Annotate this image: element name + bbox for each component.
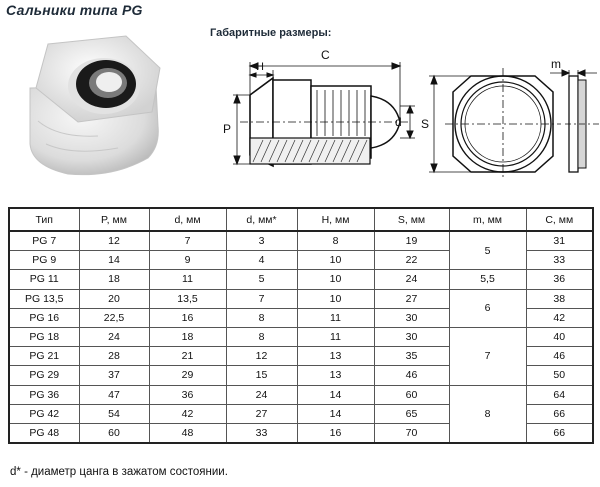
cell-h: 10: [297, 251, 374, 270]
cell-p: 37: [79, 366, 149, 385]
cell-h: 11: [297, 308, 374, 327]
cell-type: PG 21: [9, 347, 79, 366]
cell-p: 54: [79, 404, 149, 423]
cell-type: PG 16: [9, 308, 79, 327]
cell-c: 42: [526, 308, 593, 327]
cell-type: PG 13,5: [9, 289, 79, 308]
col-header-h: H, мм: [297, 208, 374, 231]
cell-p: 47: [79, 385, 149, 404]
cell-s: 22: [374, 251, 449, 270]
cell-type: PG 11: [9, 270, 79, 289]
cell-type: PG 42: [9, 404, 79, 423]
cell-s: 46: [374, 366, 449, 385]
cell-h: 10: [297, 289, 374, 308]
cell-h: 14: [297, 385, 374, 404]
cell-d: 13,5: [149, 289, 226, 308]
cell-p: 24: [79, 327, 149, 346]
cell-c: 66: [526, 404, 593, 423]
cell-type: PG 9: [9, 251, 79, 270]
cell-d: 21: [149, 347, 226, 366]
cell-c: 31: [526, 231, 593, 251]
cell-c: 36: [526, 270, 593, 289]
cable-gland-photo: [18, 26, 168, 178]
table-row: [9, 270, 593, 289]
cell-p: 12: [79, 231, 149, 251]
cell-d: 29: [149, 366, 226, 385]
cell-s: 19: [374, 231, 449, 251]
cell-c: 46: [526, 347, 593, 366]
page-title: Сальники типа PG: [6, 2, 143, 18]
cell-d-star: 5: [226, 270, 297, 289]
cell-s: 70: [374, 423, 449, 443]
cell-d-star: 7: [226, 289, 297, 308]
side-view: [233, 62, 415, 166]
cell-d: 7: [149, 231, 226, 251]
col-header-d: d, мм: [149, 208, 226, 231]
cell-type: PG 36: [9, 385, 79, 404]
cell-d: 16: [149, 308, 226, 327]
cell-s: 24: [374, 270, 449, 289]
cell-s: 35: [374, 347, 449, 366]
cell-type: PG 29: [9, 366, 79, 385]
footnote: d* - диаметр цанга в зажатом состоянии.: [10, 466, 228, 478]
cell-d-star: 15: [226, 366, 297, 385]
cell-d: 36: [149, 385, 226, 404]
cell-c: 64: [526, 385, 593, 404]
cell-c: 40: [526, 327, 593, 346]
cell-s: 65: [374, 404, 449, 423]
dim-h-label: H: [256, 61, 264, 73]
cell-s: 30: [374, 308, 449, 327]
cell-d: 42: [149, 404, 226, 423]
dim-s-label: S: [421, 117, 430, 131]
cell-d: 11: [149, 270, 226, 289]
cell-s: 60: [374, 385, 449, 404]
col-header-s: S, мм: [374, 208, 449, 231]
cell-d: 48: [149, 423, 226, 443]
cell-m: 8: [449, 385, 526, 443]
table-row: [9, 289, 593, 308]
cell-d-star: 33: [226, 423, 297, 443]
cell-p: 60: [79, 423, 149, 443]
cell-s: 30: [374, 327, 449, 346]
cell-h: 13: [297, 347, 374, 366]
dim-d-label: d: [395, 115, 402, 129]
cell-m: 7: [449, 327, 526, 385]
cell-c: 66: [526, 423, 593, 443]
spec-table: [8, 207, 594, 444]
cell-d-star: 3: [226, 231, 297, 251]
cell-c: 50: [526, 366, 593, 385]
cell-c: 33: [526, 251, 593, 270]
cell-h: 8: [297, 231, 374, 251]
table-row: [9, 231, 593, 251]
table-row: [9, 327, 593, 346]
dimensions-heading: Габаритные размеры:: [210, 27, 332, 39]
col-header-c: C, мм: [526, 208, 593, 231]
cell-p: 28: [79, 347, 149, 366]
cell-type: PG 7: [9, 231, 79, 251]
cell-d: 18: [149, 327, 226, 346]
cell-h: 14: [297, 404, 374, 423]
cell-m: 6: [449, 289, 526, 327]
col-header-type: Тип: [9, 208, 79, 231]
cell-d-star: 24: [226, 385, 297, 404]
cell-h: 10: [297, 270, 374, 289]
front-view: [429, 68, 600, 180]
cell-c: 38: [526, 289, 593, 308]
dim-c-label: C: [321, 48, 330, 62]
cell-d-star: 8: [226, 327, 297, 346]
cell-type: PG 18: [9, 327, 79, 346]
cell-p: 18: [79, 270, 149, 289]
cell-d-star: 27: [226, 404, 297, 423]
cell-d: 9: [149, 251, 226, 270]
cell-p: 20: [79, 289, 149, 308]
col-header-p: P, мм: [79, 208, 149, 231]
col-header-d-star: d, мм*: [226, 208, 297, 231]
cell-type: PG 48: [9, 423, 79, 443]
cell-h: 11: [297, 327, 374, 346]
cell-m: 5: [449, 231, 526, 270]
table-header-row: [9, 208, 593, 231]
col-header-m: m, мм: [449, 208, 526, 231]
dim-m-label: m: [551, 57, 561, 71]
cell-d-star: 8: [226, 308, 297, 327]
cell-d-star: 4: [226, 251, 297, 270]
cell-p: 14: [79, 251, 149, 270]
cell-s: 27: [374, 289, 449, 308]
cell-p: 22,5: [79, 308, 149, 327]
cell-h: 13: [297, 366, 374, 385]
table-row: [9, 385, 593, 404]
dimension-drawing: [205, 40, 600, 200]
dim-p-label: P: [223, 122, 232, 136]
cell-m: 5,5: [449, 270, 526, 289]
cell-h: 16: [297, 423, 374, 443]
cell-d-star: 12: [226, 347, 297, 366]
